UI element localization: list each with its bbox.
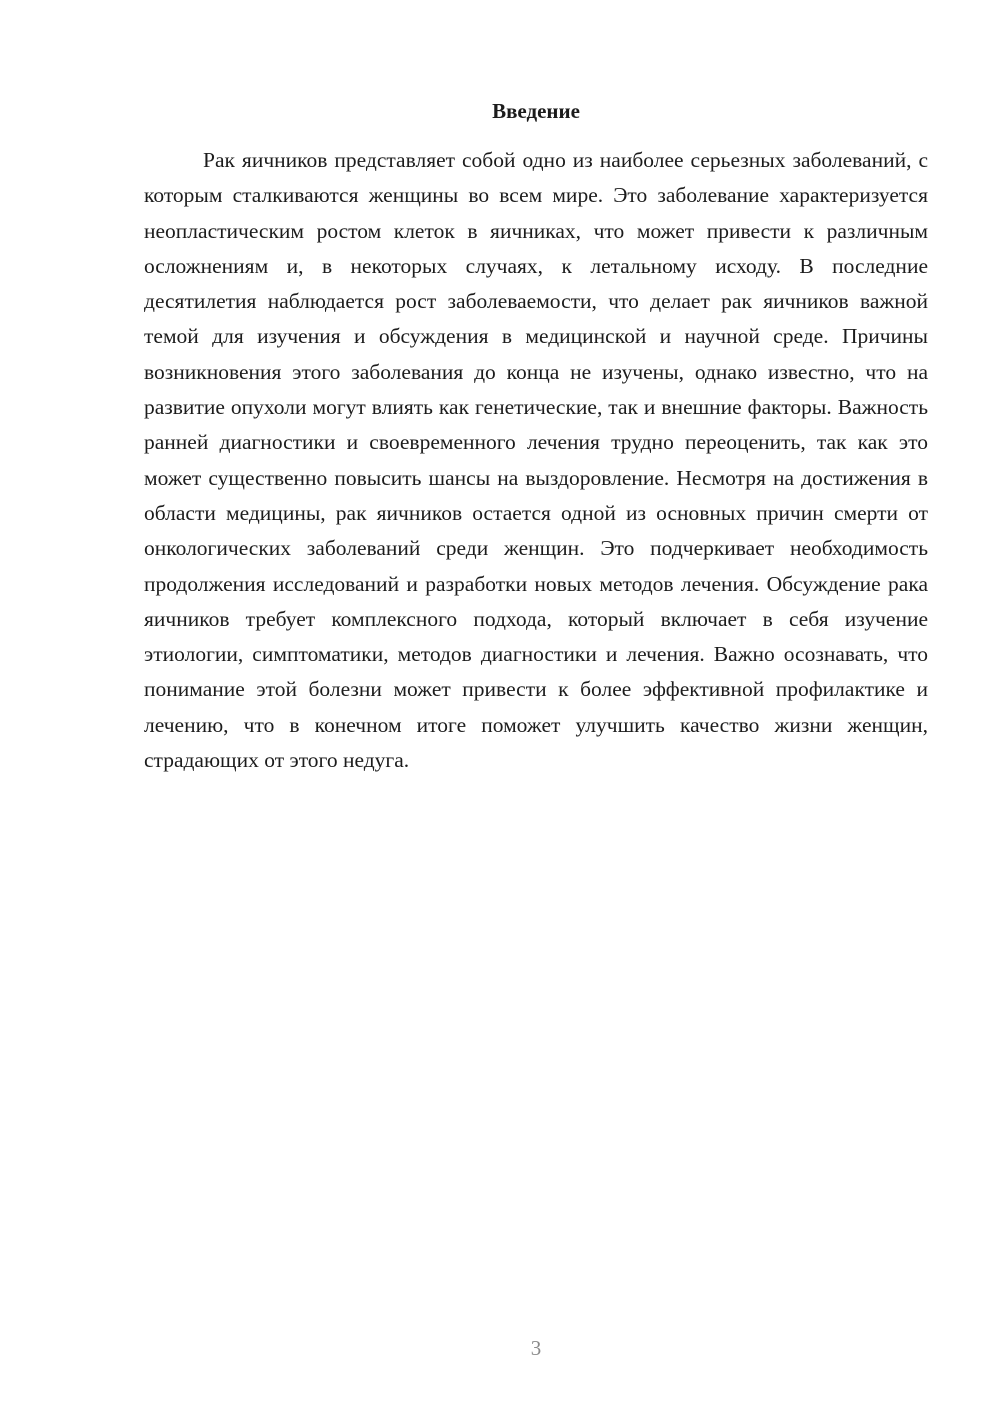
section-heading: Введение [492, 99, 580, 123]
body-paragraph: Рак яичников представляет собой одно из наиболее серьезных заболеваний, с которым сталкиваются женщины во всем мире. Это заболевание характеризуется неопластическим ростом клеток в яичниках, что может привести к различным осложнениям и, в некоторых случаях, к летальному исходу. В последние десятилетия наблюдается рост заболеваемости, что делает рак яичников важной темой для изучения и обсуждения в медицинской и научной среде. Причины возникновения этого заболевания до конца не изучены, однако известно, что на развитие опухоли могут влиять как генетические, так и внешние факторы. Важность ранней диагностики и своевременного лечения трудно переоценить, так как это может существенно повысить шансы на выздоровление. Несмотря на достижения в области медицины, рак яичников остается одной из основных причин смерти от онкологических заболеваний среди женщин. Это подчеркивает необходимость продолжения исследований и разработки новых методов лечения. Обсуждение рака яичников требует комплексного подхода, который включает в себя изучение этиологии, симптоматики, методов диагностики и лечения. Важно осознавать, что понимание этой болезни может привести к более эффективной профилактике и лечению, что в конечном итоге поможет улучшить качество жизни женщин, страдающих от этого недуга. [144, 148, 928, 773]
page-number: 3 [530, 1336, 542, 1360]
